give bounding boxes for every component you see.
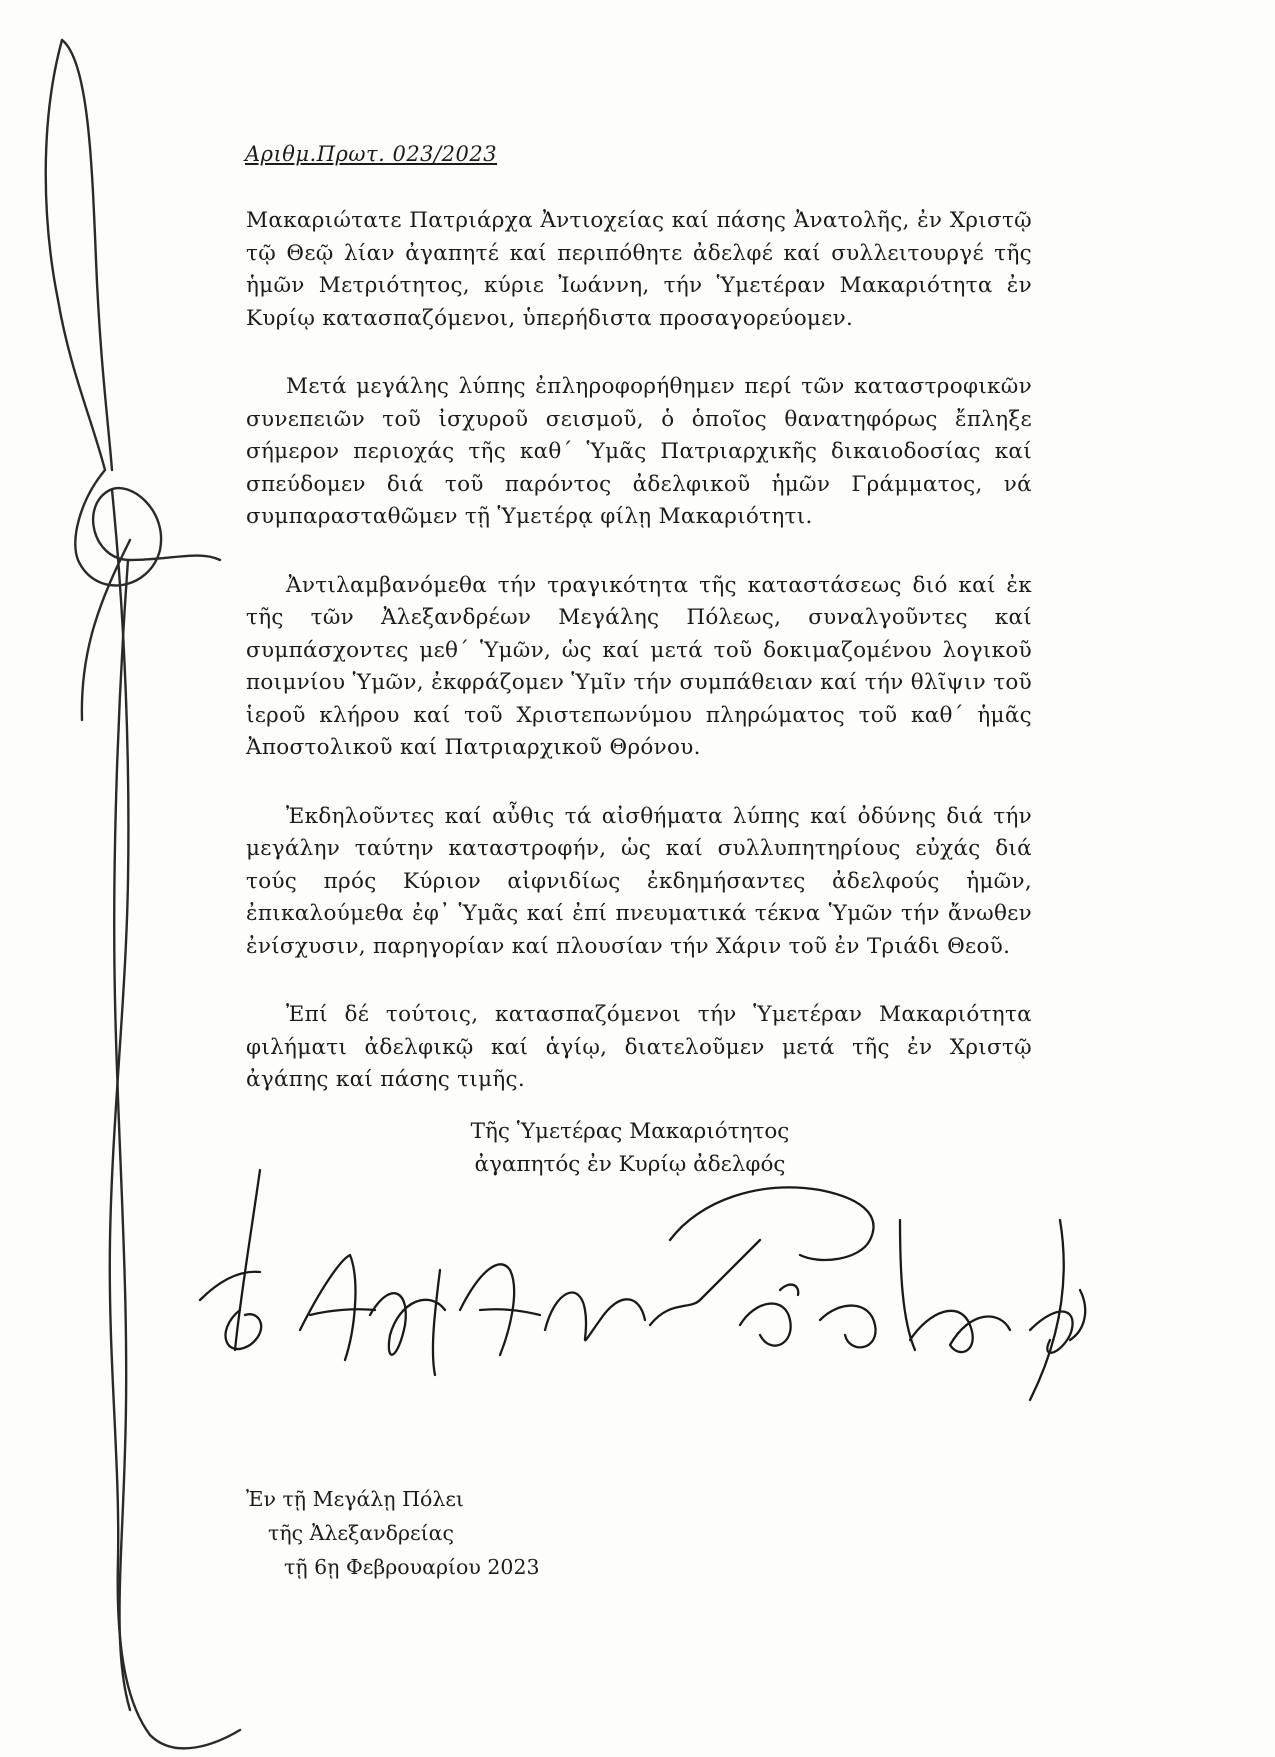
body-paragraph: Ἀντιλαμβανόμεθα τήν τραγικότητα τῆς καταστάσεως διό καί ἐκ τῆς τῶν Ἀλεξανδρέων Μεγάλης Πόλεως, συναλγοῦντες καί συμπάσχοντες μεθ΄ Ὑμῶν, ὡς καί μετά τοῦ δοκιμαζομένου λογικοῦ ποιμνίου Ὑμῶν, ἐκφράζομεν Ὑμῖν τήν συμπάθειαν καί τήν θλῖψιν τοῦ ἱεροῦ κλήρου καί τοῦ Χριστεπωνύμου πληρώματος τοῦ καθ΄ ἡμᾶς Ἀποστολικοῦ καί Πατριαρχικοῦ Θρόνου.: [246, 572, 1032, 760]
place-line: Ἐν τῇ Μεγάλῃ Πόλει: [246, 1487, 464, 1511]
place-and-date: [246, 1482, 540, 1584]
protocol-number: Αριθμ.Πρωτ. 023/2023: [245, 142, 498, 166]
date-line: τῇ 6ῃ Φεβρουαρίου 2023: [284, 1555, 540, 1579]
body-paragraph: Ἐκδηλοῦντες καί αὖθις τά αἰσθήματα λύπης καί ὀδύνης διά τήν μεγάλην ταύτην καταστροφήν, ὡς καί συλλυπητηρίους εὐχάς διά τούς πρός Κύριον αἰφνιδίως ἐκδημήσαντες ἀδελφούς ἡμῶν, ἐπικαλούμεθα ἐφ᾿ Ὑμᾶς καί ἐπί πνευματικά τέκνα Ὑμῶν τήν ἄνωθεν ἐνίσχυσιν, παρηγορίαν καί πλουσίαν τήν Χάριν τοῦ ἐν Τριάδι Θεοῦ.: [246, 803, 1032, 959]
handwritten-signature: [180, 1160, 1160, 1420]
salutation-paragraph: Μακαριώτατε Πατριάρχα Ἀντιοχείας καί πάσης Ἀνατολῆς, ἐν Χριστῷ τῷ Θεῷ λίαν ἀγαπητέ καί περιπόθητε ἀδελφέ καί συλλειτουργέ τῆς ἡμῶν Μετριότητος, κύριε Ἰωάννη, τήν Ὑμετέραν Μακαριότητα ἐν Κυρίῳ κατασπαζόμενοι, ὑπερήδιστα προσαγορεύομεν.: [246, 208, 1032, 331]
closing-line: ἀγαπητός ἐν Κυρίῳ ἀδελφός: [474, 1152, 786, 1177]
place-line: τῆς Ἀλεξανδρείας: [268, 1521, 455, 1545]
letter-body: [246, 205, 1032, 1133]
closing-paragraph: Ἐπί δέ τούτοις, κατασπαζόμενοι τήν Ὑμετέραν Μακαριότητα φιλήματι ἀδελφικῷ καί ἁγίῳ, διατελοῦμεν μετά τῆς ἐν Χριστῷ ἀγάπης καί πάσης τιμῆς.: [246, 1002, 1032, 1092]
body-paragraph: Μετά μεγάλης λύπης ἐπληροφορήθημεν περί τῶν καταστροφικῶν συνεπειῶν τοῦ ἰσχυροῦ σεισμοῦ, ὁ ὁποῖος θανατηφόρως ἔπληξε σήμερον περιοχάς τῆς καθ΄ Ὑμᾶς Πατριαρχικῆς δικαιοδοσίας καί σπεύδομεν διά τοῦ παρόντος ἀδελφικοῦ ἡμῶν Γράμματος, νά συμπαρασταθῶμεν τῇ Ὑμετέρᾳ φίλῃ Μακαριότητι.: [246, 374, 1032, 529]
closing-line: Τῆς Ὑμετέρας Μακαριότητος: [470, 1119, 790, 1144]
